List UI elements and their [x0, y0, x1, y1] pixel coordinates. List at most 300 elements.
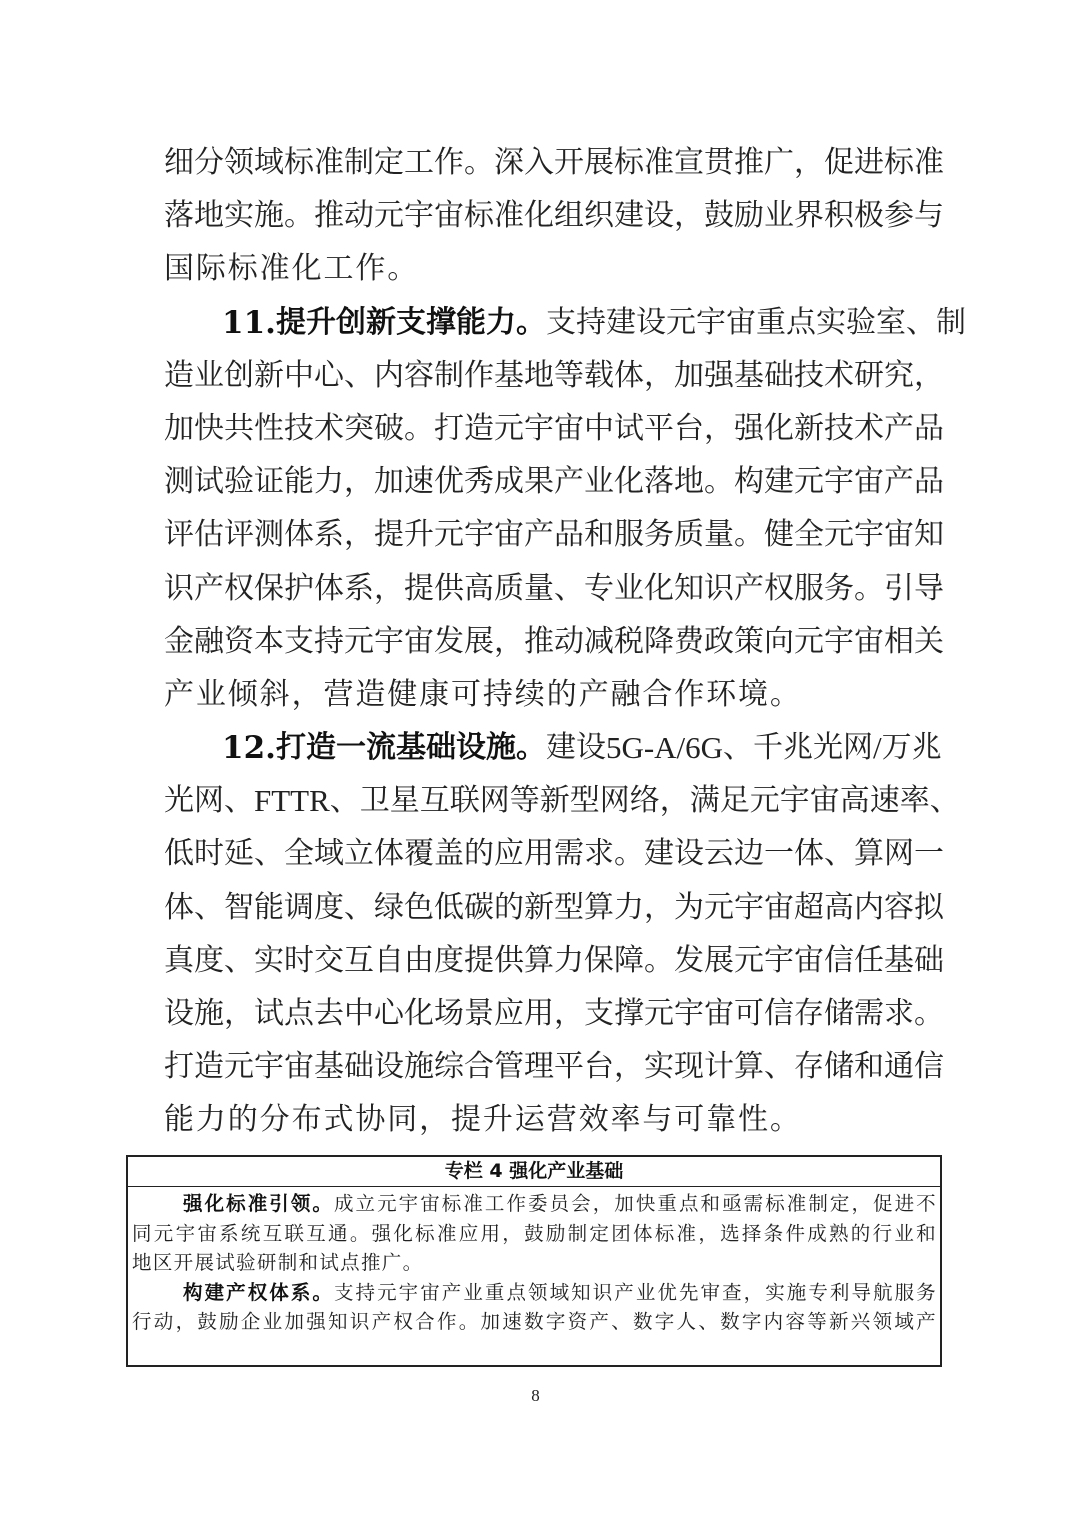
text-glyph: 万	[881, 730, 912, 766]
text-glyph: 元	[794, 464, 824, 500]
text-glyph: 算	[584, 889, 614, 925]
text-glyph: 界	[794, 198, 824, 234]
text-glyph: 开	[173, 1251, 194, 1274]
text-glyph: 优	[434, 464, 464, 500]
text-glyph: ，	[344, 517, 374, 553]
text-glyph: 速	[869, 783, 900, 819]
text-glyph: 优	[657, 1280, 677, 1304]
text-glyph: 制	[808, 1192, 828, 1215]
text-glyph: 施	[254, 198, 284, 234]
paragraph-11-first-line	[164, 300, 966, 353]
bold-heading-text: 创	[335, 304, 366, 340]
text-glyph: 成	[494, 464, 524, 500]
text-glyph: 性	[738, 1102, 769, 1138]
text-glyph: 支	[333, 1280, 354, 1304]
text-glyph: 载	[584, 357, 614, 393]
text-glyph: 、	[554, 570, 584, 606]
text-glyph: 拟	[914, 889, 944, 925]
text-glyph: 系	[314, 517, 344, 553]
text-glyph: 基	[734, 357, 764, 393]
text-line	[164, 672, 909, 725]
text-glyph: 能	[254, 889, 284, 925]
text-glyph: 定	[589, 1221, 609, 1245]
text-glyph: 满	[689, 783, 720, 819]
text-glyph: 体	[632, 1221, 653, 1245]
text-glyph: 发	[434, 623, 464, 659]
text-glyph: 应	[494, 836, 524, 872]
text-glyph: 权	[393, 1310, 413, 1333]
text-glyph: 储	[824, 996, 854, 1031]
text-glyph: 制	[567, 1221, 588, 1245]
text-glyph: 合	[464, 1049, 494, 1085]
bold-heading-text: 准	[247, 1192, 268, 1215]
text-glyph: 设	[644, 198, 674, 234]
text-glyph: 知	[328, 1310, 348, 1333]
text-glyph: 组	[554, 198, 584, 234]
text-glyph: 场	[434, 996, 464, 1031]
text-line	[164, 619, 944, 672]
sidebar-box-title: 专栏 4 强化产业基础	[128, 1157, 940, 1187]
text-line	[164, 459, 944, 512]
text-glyph: ，	[851, 1192, 871, 1215]
text-glyph: 准	[259, 251, 290, 287]
text-glyph: 宙	[704, 996, 734, 1031]
text-glyph: 需	[554, 836, 584, 872]
text-glyph: 动	[153, 1310, 174, 1333]
text-glyph: 强	[306, 1310, 326, 1333]
text-glyph: 真	[164, 942, 194, 978]
bold-heading-text: 构	[183, 1280, 203, 1304]
text-glyph: 境	[738, 676, 769, 712]
text-glyph: 强	[371, 1221, 392, 1245]
text-glyph: 化	[614, 464, 644, 500]
text-line	[164, 406, 944, 459]
text-glyph: 应	[494, 996, 524, 1031]
text-glyph: 等	[509, 783, 540, 819]
text-glyph: 究	[884, 357, 914, 393]
text-glyph: 化	[764, 410, 794, 446]
text-glyph: 数	[524, 1310, 544, 1333]
text-glyph: 鼓	[524, 1221, 544, 1245]
text-glyph: 。	[854, 570, 884, 606]
text-glyph: 卫	[359, 783, 390, 819]
text-glyph: 络	[629, 783, 660, 819]
text-glyph: 基	[314, 1049, 344, 1085]
text-line	[164, 991, 944, 1044]
text-glyph: 点	[340, 1251, 360, 1274]
text-glyph: 技	[794, 357, 824, 393]
text-line	[164, 885, 944, 938]
bold-heading-text: 新	[365, 304, 396, 340]
text-glyph: 中	[284, 357, 314, 393]
text-glyph: 估	[194, 517, 224, 553]
text-glyph: 点	[785, 304, 816, 340]
text-glyph: 产	[441, 1280, 462, 1304]
text-glyph: 相	[884, 623, 914, 659]
box-item-2-first-line	[132, 1278, 936, 1308]
text-glyph: 云	[704, 836, 734, 872]
text-glyph: 制	[935, 304, 966, 340]
text-glyph: 降	[644, 623, 674, 659]
text-glyph: 。	[769, 1102, 800, 1138]
text-glyph: 际	[195, 251, 226, 287]
text-glyph: ，	[644, 889, 674, 925]
text-glyph: 营	[323, 676, 354, 712]
text-glyph: 元	[374, 198, 404, 234]
text-glyph: ，	[175, 1310, 196, 1333]
text-glyph: 产	[371, 1310, 392, 1333]
text-glyph: 新	[524, 889, 554, 925]
text-glyph: 础	[764, 357, 794, 393]
text-glyph: 动	[344, 198, 374, 234]
text-glyph: 设	[164, 996, 194, 1031]
text-glyph: ，	[743, 1280, 764, 1304]
text-glyph: 突	[344, 410, 374, 446]
text-glyph: 量	[704, 517, 734, 553]
text-glyph: 宇	[734, 889, 764, 925]
text-glyph: 存	[794, 1049, 824, 1085]
text-glyph: 靠	[706, 1102, 737, 1138]
text-glyph: 立	[344, 836, 374, 872]
text-glyph: 字	[654, 1310, 675, 1333]
text-glyph: 强	[734, 410, 764, 446]
text-glyph: 新	[254, 357, 284, 393]
bold-heading-text: 强	[183, 1192, 203, 1215]
text-glyph: 域	[549, 1280, 570, 1304]
text-glyph: 宙	[854, 464, 884, 500]
text-glyph: 标	[614, 145, 644, 180]
text-glyph: 的	[464, 836, 494, 872]
text-glyph: 加	[164, 410, 194, 446]
text-glyph: 、	[723, 730, 754, 766]
text-glyph: 实	[765, 1280, 785, 1304]
text-glyph: 重	[657, 1192, 677, 1215]
text-glyph: 减	[584, 623, 614, 659]
text-glyph: 宇	[464, 517, 494, 553]
text-glyph: 技	[284, 410, 314, 446]
text-glyph: 知	[914, 517, 944, 553]
text-glyph: 心	[314, 357, 344, 393]
text-glyph: 服	[794, 570, 824, 606]
text-glyph: 进	[854, 145, 884, 180]
text-glyph: 识	[592, 1280, 613, 1304]
text-glyph: 实	[815, 304, 846, 340]
text-glyph: 和	[700, 1192, 721, 1215]
text-glyph: 励	[545, 1221, 566, 1245]
text-glyph: 试	[215, 1251, 235, 1274]
text-glyph: 发	[674, 942, 704, 978]
text-glyph: 工	[323, 251, 354, 287]
text-glyph: 产	[734, 570, 764, 606]
text-glyph: 元	[734, 942, 764, 978]
text-glyph: 品	[914, 464, 944, 500]
text-glyph: 联	[449, 783, 480, 819]
text-glyph: 施	[786, 1280, 807, 1304]
text-glyph: 、	[824, 836, 854, 872]
text-glyph: 宙	[554, 410, 584, 446]
text-glyph: 宇	[524, 410, 554, 446]
text-glyph: 护	[284, 570, 314, 606]
text-glyph: 励	[219, 1310, 239, 1333]
text-glyph: 造	[464, 410, 494, 446]
text-glyph: 、	[329, 783, 360, 819]
text-glyph: 测	[164, 464, 194, 500]
text-glyph: 需	[854, 996, 884, 1031]
text-glyph: 成	[333, 1192, 354, 1215]
text-glyph: 标	[464, 198, 494, 234]
text-glyph: 力	[614, 889, 644, 925]
text-glyph: 持	[482, 676, 513, 712]
bold-heading-text: 产	[226, 1280, 246, 1304]
text-glyph: 积	[824, 198, 854, 234]
text-glyph: 景	[464, 996, 494, 1031]
text-glyph: 互	[262, 1221, 283, 1245]
text-glyph: 业	[194, 357, 224, 393]
text-glyph: 宙	[420, 1192, 440, 1215]
text-glyph: 现	[674, 1049, 704, 1085]
text-glyph: 信	[824, 942, 854, 978]
text-glyph: 化	[291, 251, 322, 287]
text-glyph: 产	[524, 517, 554, 553]
text-glyph: 政	[704, 623, 734, 659]
text-glyph: 加	[674, 357, 704, 393]
text-glyph: 共	[224, 410, 254, 446]
text-glyph: 标	[284, 145, 314, 180]
text-glyph: 业	[764, 198, 794, 234]
text-glyph: 算	[734, 1049, 764, 1085]
text-glyph: ，	[502, 1221, 522, 1245]
text-glyph: 宙	[854, 623, 884, 659]
text-glyph: 秀	[464, 464, 494, 500]
text-glyph: 推	[734, 145, 764, 180]
text-glyph: 加	[480, 1310, 501, 1333]
text-glyph: 型	[569, 783, 600, 819]
text-glyph: 快	[194, 410, 224, 446]
text-glyph: 度	[194, 942, 224, 978]
text-glyph: 产	[884, 464, 914, 500]
text-glyph: 会	[571, 1192, 591, 1215]
text-glyph: 标	[765, 1192, 785, 1215]
text-glyph: 业	[463, 1280, 483, 1304]
text-glyph: 兆	[783, 730, 814, 766]
text-glyph: 条	[763, 1221, 784, 1245]
text-glyph: 作	[506, 1192, 526, 1215]
text-glyph: 地	[524, 357, 554, 393]
bold-heading-text: 领	[290, 1192, 311, 1215]
text-glyph: 内	[763, 1310, 784, 1333]
text-glyph: 查	[722, 1280, 742, 1304]
text-glyph: 体	[794, 836, 824, 872]
text-glyph: 加	[374, 464, 404, 500]
box-text-line	[132, 1219, 936, 1249]
text-glyph: 术	[854, 410, 884, 446]
text-glyph: 率	[610, 1102, 641, 1138]
text-glyph: 可	[451, 676, 482, 712]
text-glyph: 航	[873, 1280, 893, 1304]
text-glyph: 宙	[794, 942, 824, 978]
text-glyph: 施	[404, 1049, 434, 1085]
text-glyph: /	[873, 730, 882, 766]
text-glyph: 地	[194, 198, 224, 234]
text-glyph: 识	[164, 570, 194, 606]
text-glyph: 台	[674, 410, 704, 446]
text-glyph: 低	[434, 889, 464, 925]
text-glyph: 励	[734, 198, 764, 234]
text-glyph: 力	[195, 1102, 226, 1138]
text-glyph: 试	[194, 464, 224, 500]
bold-heading-text: 引	[269, 1192, 289, 1215]
bold-heading-text: 。	[312, 1280, 332, 1304]
text-glyph: 新	[539, 783, 570, 819]
text-glyph: 推	[524, 623, 554, 659]
text-glyph: 数	[720, 1310, 740, 1333]
text-glyph: 边	[734, 836, 764, 872]
text-glyph: 平	[644, 410, 674, 446]
text-glyph: 试	[319, 1251, 339, 1274]
text-glyph: 应	[458, 1221, 479, 1245]
text-glyph: 的	[227, 1102, 258, 1138]
text-glyph: 权	[764, 570, 794, 606]
text-glyph: 识	[704, 570, 734, 606]
text-glyph: 重	[484, 1280, 505, 1304]
text-glyph: 融	[194, 623, 224, 659]
sidebar-box	[126, 1155, 942, 1367]
text-glyph: 地	[132, 1251, 152, 1274]
text-glyph: 字	[741, 1310, 762, 1333]
text-line	[164, 193, 944, 246]
text-glyph: 体	[374, 836, 404, 872]
text-glyph: 标	[884, 145, 914, 180]
text-glyph: 服	[894, 1280, 915, 1304]
text-glyph: 区	[152, 1251, 173, 1274]
text-glyph: 准	[463, 1192, 483, 1215]
bold-heading-text: 体	[269, 1280, 289, 1304]
text-glyph: 建	[614, 198, 644, 234]
text-glyph: ，	[374, 570, 404, 606]
text-glyph: ，	[614, 1049, 644, 1085]
text-glyph: 可	[674, 1102, 705, 1138]
text-glyph: 税	[614, 623, 644, 659]
text-glyph: 求	[584, 836, 614, 872]
text-glyph: 力	[554, 942, 584, 978]
text-glyph: 和	[298, 1251, 319, 1274]
text-glyph: 鼓	[197, 1310, 217, 1333]
text-glyph: 促	[873, 1192, 893, 1215]
text-glyph: 容	[404, 357, 434, 393]
text-glyph: 续	[514, 676, 545, 712]
text-glyph: 专	[808, 1280, 828, 1304]
text-glyph: 域	[894, 1310, 914, 1333]
text-glyph: 健	[387, 676, 418, 712]
text-glyph: 宇	[764, 942, 794, 978]
text-glyph: 协	[355, 1102, 386, 1138]
text-glyph: 设	[575, 730, 606, 766]
text-glyph: 引	[884, 570, 914, 606]
text-glyph: 导	[914, 570, 944, 606]
text-glyph: 领	[872, 1310, 893, 1333]
text-glyph: 行	[872, 1221, 893, 1245]
text-glyph: 由	[404, 942, 434, 978]
text-glyph: 实	[224, 198, 254, 234]
text-glyph: 支	[284, 623, 314, 659]
text-glyph: 元	[494, 410, 524, 446]
text-glyph: 高	[824, 889, 854, 925]
text-glyph: 化	[644, 570, 674, 606]
text-glyph: 用	[480, 1221, 501, 1245]
text-glyph: 标	[227, 251, 258, 287]
text-glyph: 宙	[284, 1049, 314, 1085]
text-glyph: 可	[734, 996, 764, 1031]
text-glyph: 实	[644, 1049, 674, 1085]
text-glyph: 体	[164, 889, 194, 925]
text-glyph: 宙	[197, 1221, 217, 1245]
text-glyph: 宇	[779, 783, 810, 819]
text-glyph: 促	[824, 145, 854, 180]
text-glyph: 的	[494, 889, 524, 925]
text-glyph: 展	[194, 1251, 214, 1274]
text-glyph: 业	[262, 1310, 283, 1333]
text-line	[164, 831, 944, 884]
text-glyph: 、	[224, 942, 254, 978]
text-glyph: 点	[506, 1280, 526, 1304]
text-glyph: 的	[546, 676, 577, 712]
text-glyph: 宇	[398, 1192, 419, 1215]
text-glyph: 制	[434, 357, 464, 393]
text-glyph: 工	[404, 145, 434, 180]
box-text-line	[132, 1307, 936, 1337]
text-glyph: 元	[665, 304, 696, 340]
text-glyph: 设	[674, 836, 704, 872]
text-glyph: 建	[644, 836, 674, 872]
text-glyph: 计	[704, 1049, 734, 1085]
text-glyph: 贯	[704, 145, 734, 180]
text-glyph: ，	[419, 1102, 450, 1138]
text-glyph: 立	[355, 1192, 376, 1215]
text-glyph: 全	[794, 517, 824, 553]
text-glyph: 储	[824, 1049, 854, 1085]
text-glyph: ，	[554, 996, 584, 1031]
text-glyph: 试	[614, 410, 644, 446]
text-glyph: 术	[824, 357, 854, 393]
text-glyph: 需	[743, 1192, 764, 1215]
bold-heading-text: 基	[395, 730, 426, 766]
text-glyph: 建	[764, 464, 794, 500]
text-glyph: 持	[314, 623, 344, 659]
text-glyph: 提	[451, 1102, 482, 1138]
text-line	[164, 938, 944, 991]
text-glyph: 作	[674, 676, 705, 712]
text-glyph: 产	[554, 464, 584, 500]
text-glyph: 知	[674, 570, 704, 606]
text-glyph: 宙	[884, 517, 914, 553]
text-glyph: 业	[635, 1280, 656, 1304]
text-glyph: 亟	[722, 1192, 742, 1215]
text-glyph: 展	[464, 623, 494, 659]
text-glyph: 内	[854, 889, 884, 925]
bold-heading-text: 一	[335, 730, 366, 766]
box-text-line	[132, 1248, 936, 1278]
text-glyph: 验	[236, 1251, 256, 1274]
text-glyph: 障	[614, 942, 644, 978]
text-glyph: 调	[284, 889, 314, 925]
text-glyph: 研	[854, 357, 884, 393]
text-glyph: 型	[554, 889, 584, 925]
text-line	[164, 512, 944, 565]
text-glyph: 体	[314, 570, 344, 606]
text-glyph: 定	[374, 145, 404, 180]
text-glyph: 元	[824, 517, 854, 553]
text-glyph: 宇	[854, 517, 884, 553]
